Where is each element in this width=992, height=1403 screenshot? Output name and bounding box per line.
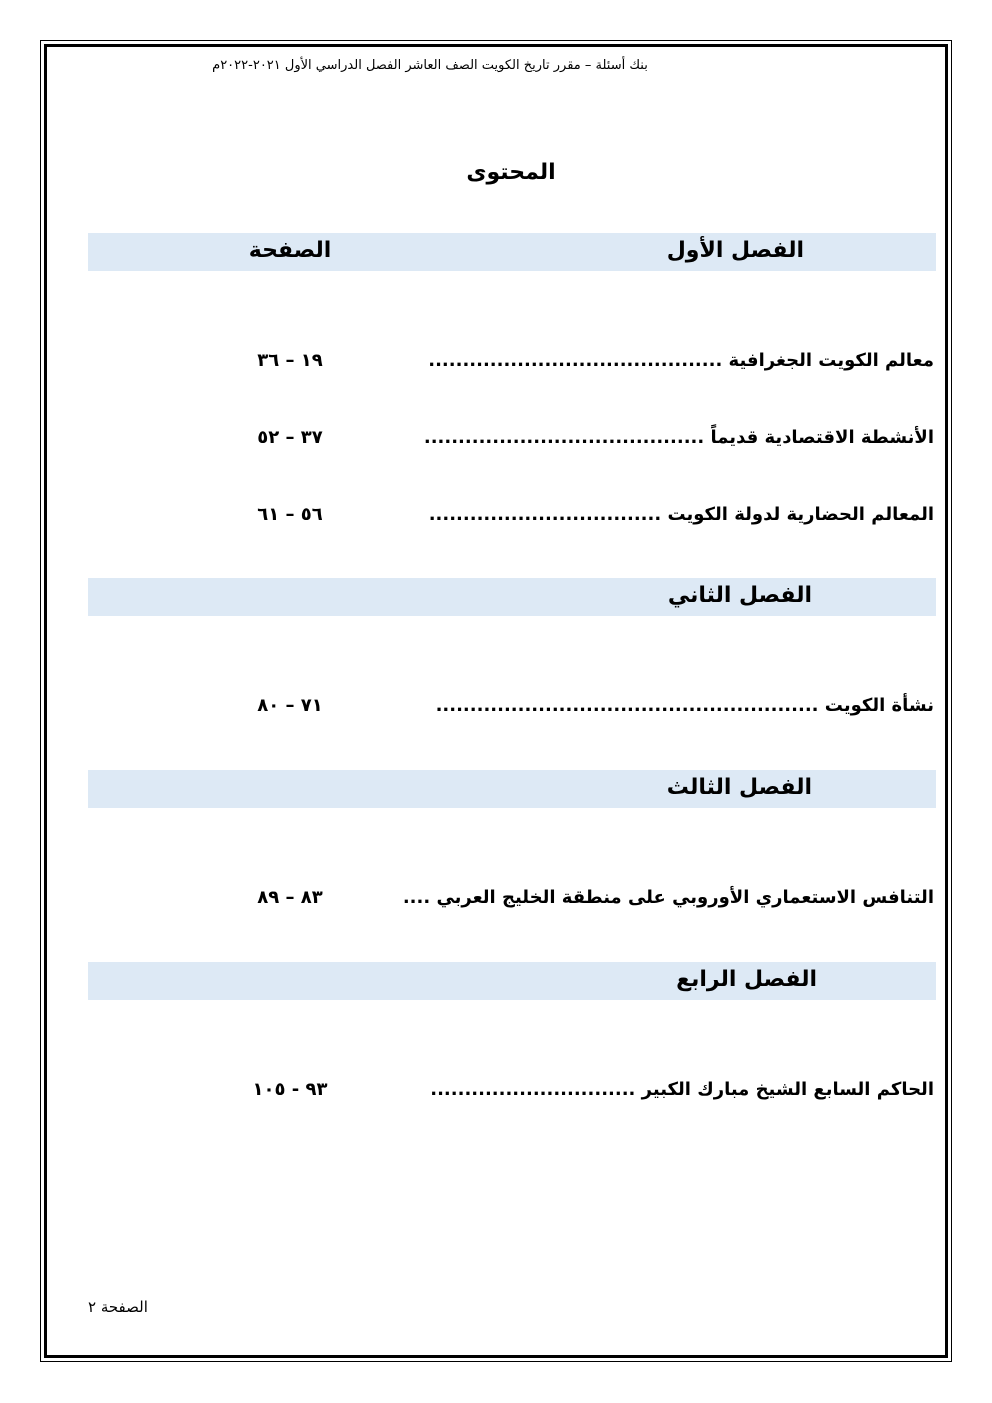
toc-entry[interactable]: نشأة الكويت ........................................................ <box>435 695 934 716</box>
document-header: بنك أسئلة – مقرر تاريخ الكويت الصف العاشر الفصل الدراسي الأول ٢٠٢١-٢٠٢٢م <box>212 58 648 73</box>
page-range: ٩٣ - ١٠٥ <box>252 1079 328 1100</box>
toc-entry[interactable]: الحاكم السابع الشيخ مبارك الكبير .............................. <box>430 1079 934 1100</box>
chapter-title: الفصل الرابع <box>676 967 817 992</box>
pages-column-header: الصفحة <box>248 238 332 263</box>
page-range: ٧١ – ٨٠ <box>257 695 323 716</box>
toc-entry[interactable]: الأنشطة الاقتصادية قديماً ......................................... <box>423 427 934 448</box>
page-range: ٨٣ – ٨٩ <box>257 887 323 908</box>
page-range: ٥٦ – ٦١ <box>257 504 323 525</box>
toc-title: المحتوى <box>466 160 556 185</box>
chapter-title: الفصل الثاني <box>667 583 812 608</box>
toc-entry[interactable]: التنافس الاستعماري الأوروبي على منطقة الخليج العربي .... <box>402 887 934 908</box>
page-number: الصفحة ٢ <box>88 1298 148 1316</box>
toc-entry[interactable]: معالم الكويت الجغرافية ........................................... <box>428 350 934 371</box>
toc-entry[interactable]: المعالم الحضارية لدولة الكويت .................................. <box>428 504 934 525</box>
page-range: ١٩ – ٣٦ <box>257 350 323 371</box>
chapter-title: الفصل الأول <box>666 238 804 263</box>
chapter-title: الفصل الثالث <box>666 775 812 800</box>
page-range: ٣٧ – ٥٢ <box>257 427 323 448</box>
